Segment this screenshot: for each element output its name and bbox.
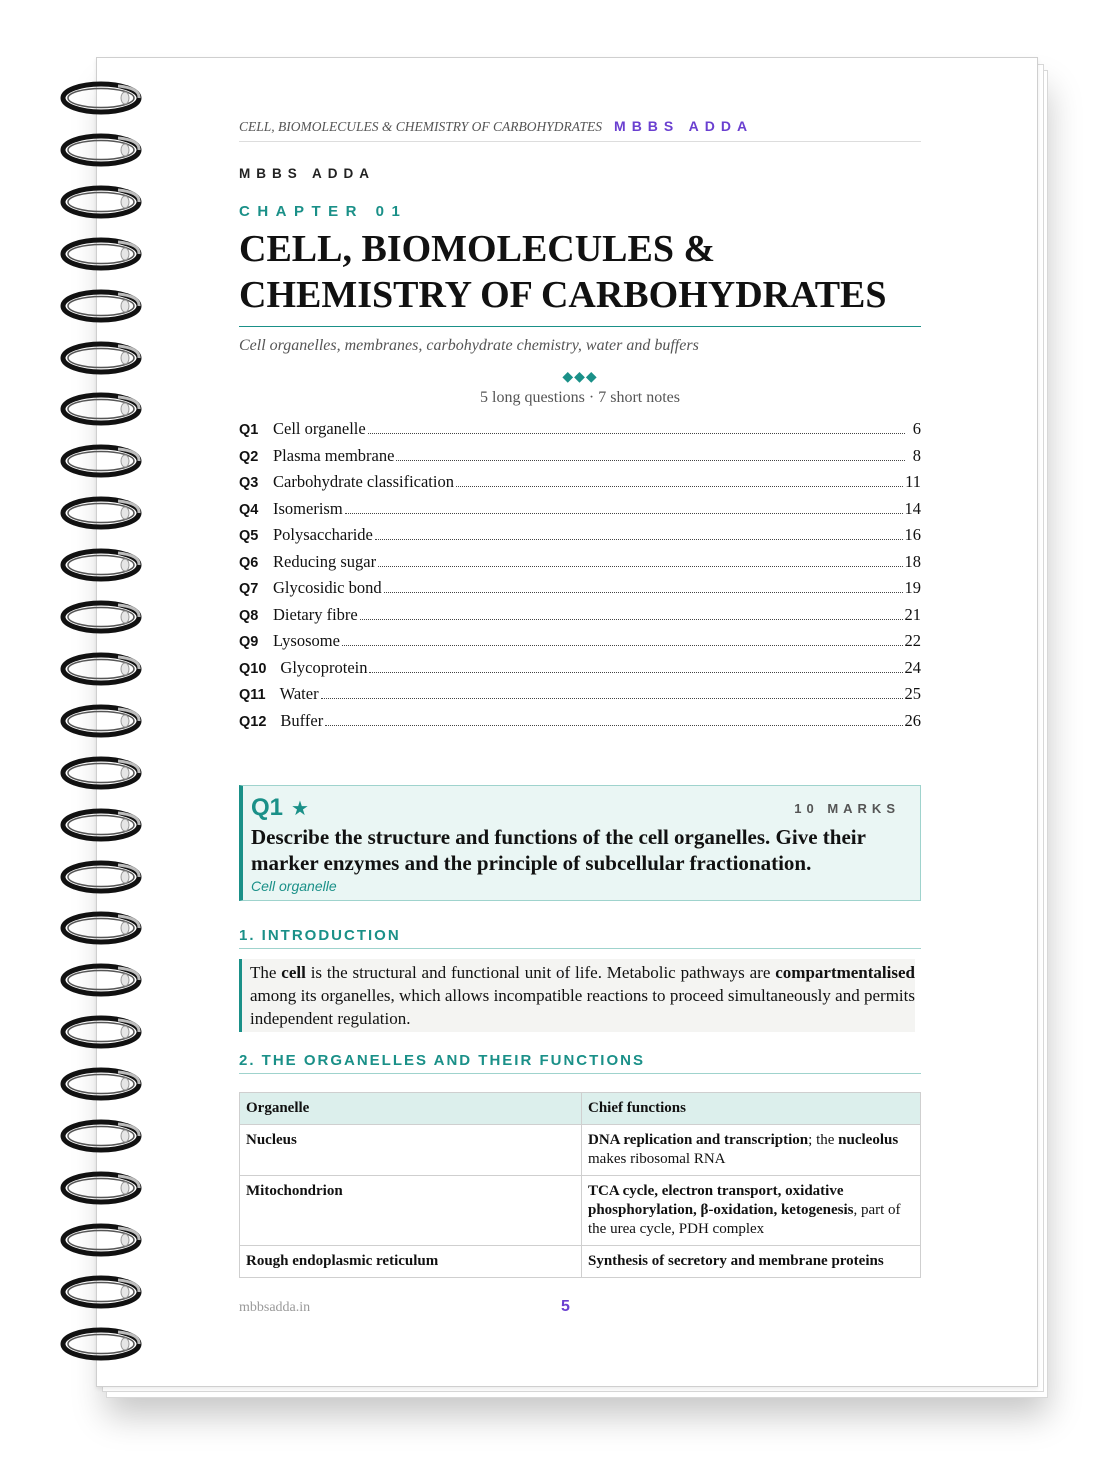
toc-number: Q6	[239, 554, 259, 571]
toc-entry[interactable]	[239, 658, 921, 685]
toc-number: Q1	[239, 422, 259, 438]
toc-title: Cell organelle	[273, 419, 366, 438]
function-text-1: ; the	[808, 1132, 839, 1148]
spiral-ring-icon	[60, 807, 144, 843]
spiral-ring-icon	[60, 1014, 144, 1050]
spiral-ring-icon	[60, 132, 144, 168]
running-header-brand: MBBS ADDA	[614, 118, 754, 134]
table-header-organelle: Organelle	[240, 1093, 582, 1125]
toc-number: Q9	[239, 634, 259, 650]
toc-leader-dots	[384, 592, 903, 593]
function-cell	[582, 1125, 921, 1176]
toc-page: 14	[904, 498, 921, 518]
toc-number: Q7	[239, 581, 259, 597]
organelle-table	[239, 1092, 921, 1278]
table-header-functions: Chief functions	[582, 1093, 921, 1125]
toc-leader-dots	[321, 698, 903, 699]
spiral-ring-icon	[60, 80, 144, 116]
toc-title: Dietary fibre	[273, 604, 358, 624]
intro-bold-cell: cell	[281, 963, 306, 982]
question-id: Q1	[251, 794, 284, 821]
function-bold-1: DNA replication and transcription	[588, 1132, 809, 1148]
question-topic: Cell organelle	[251, 878, 337, 894]
toc-number: Q8	[239, 607, 259, 624]
spiral-ring-icon	[60, 495, 144, 531]
notebook-page	[96, 57, 1038, 1387]
intro-bold-compartmentalised: compartmentalised	[775, 963, 915, 982]
spiral-ring-icon	[60, 1274, 144, 1310]
spiral-ring-icon	[60, 703, 144, 739]
spiral-ring-icon	[60, 443, 144, 479]
toc-title: Glycosidic bond	[273, 578, 382, 597]
toc-page: 6	[912, 419, 921, 438]
toc-page: 22	[904, 631, 921, 650]
question-marks: 10 MARKS	[794, 800, 900, 816]
question-header	[251, 794, 900, 822]
running-header-title: CELL, BIOMOLECULES & CHEMISTRY OF CARBOHYDRATES	[239, 119, 603, 134]
page-content	[239, 118, 921, 1278]
toc-title: Isomerism	[273, 498, 343, 518]
question-text: Describe the structure and functions of the cell organelles. Give their marker enzymes and the principle of subcellular fractionation.	[251, 825, 866, 875]
spiral-ring-icon	[60, 1222, 144, 1258]
toc-entry[interactable]	[239, 446, 921, 473]
footer-site: mbbsadda.in	[239, 1300, 311, 1315]
toc-number: Q2	[239, 448, 259, 465]
function-bold-2: nucleolus	[838, 1132, 899, 1148]
spiral-ring-icon	[60, 288, 144, 324]
spiral-ring-icon	[60, 340, 144, 376]
toc-leader-dots	[342, 645, 903, 646]
toc-entry[interactable]	[239, 552, 921, 579]
section-heading-organelles: 2. THE ORGANELLES AND THEIR FUNCTIONS	[239, 1052, 921, 1074]
chapter-subtitle: Cell organelles, membranes, carbohydrate chemistry, water and buffers	[239, 337, 699, 354]
toc-title: Carbohydrate classification	[273, 472, 454, 491]
toc-leader-dots	[325, 725, 902, 726]
toc-page: 21	[904, 604, 921, 624]
toc-title: Polysaccharide	[273, 525, 373, 544]
introduction-paragraph	[239, 959, 915, 1032]
spiral-ring-icon	[60, 910, 144, 946]
toc-page: 19	[904, 578, 921, 597]
question-counts: 5 long questions · 7 short notes	[480, 389, 680, 406]
toc-leader-dots	[456, 486, 903, 487]
function-bold-1: Synthesis of secretory and membrane proteins	[588, 1253, 884, 1269]
toc-leader-dots	[345, 513, 903, 514]
toc-page: 25	[904, 684, 921, 703]
toc-leader-dots	[375, 539, 903, 540]
spiral-ring-icon	[60, 859, 144, 895]
toc-leader-dots	[396, 460, 905, 461]
section-heading-introduction: 1. INTRODUCTION	[239, 927, 921, 949]
toc-leader-dots	[369, 672, 902, 673]
chapter-label: CHAPTER 01	[239, 203, 408, 220]
brand-label: MBBS ADDA	[239, 166, 375, 181]
toc-leader-dots	[368, 433, 905, 434]
spiral-ring-icon	[60, 184, 144, 220]
intro-text-3: among its organelles, which allows incompatible reactions to proceed simultaneously and permits independent regulation.	[250, 986, 915, 1028]
spiral-ring-icon	[60, 651, 144, 687]
toc-entry[interactable]	[239, 631, 921, 658]
toc-entry[interactable]	[239, 605, 921, 632]
toc-entry[interactable]	[239, 472, 921, 499]
toc-entry[interactable]	[239, 499, 921, 526]
toc-entry[interactable]	[239, 525, 921, 552]
toc-entry[interactable]	[239, 578, 921, 605]
toc-title: Water	[279, 684, 319, 703]
function-cell	[582, 1246, 921, 1278]
spiral-ring-icon	[60, 1118, 144, 1154]
table-row	[240, 1125, 921, 1176]
spiral-ring-icon	[60, 1326, 144, 1362]
table-of-contents	[239, 419, 921, 737]
chapter-title-line1: CELL, BIOMOLECULES &	[239, 228, 716, 270]
question-box	[239, 785, 921, 901]
toc-page: 8	[912, 445, 921, 465]
spiral-ring-icon	[60, 1170, 144, 1206]
spiral-ring-icon	[60, 236, 144, 272]
table-header-row	[240, 1093, 921, 1125]
toc-number: Q3	[239, 475, 259, 491]
table-row	[240, 1176, 921, 1246]
table-row	[240, 1246, 921, 1278]
toc-entry[interactable]	[239, 684, 921, 711]
toc-page: 18	[904, 551, 921, 571]
spiral-ring-icon	[60, 391, 144, 427]
toc-title: Glycoprotein	[280, 657, 368, 677]
star-icon: ★	[291, 798, 309, 820]
toc-page: 11	[905, 472, 921, 491]
spiral-ring-icon	[60, 962, 144, 998]
function-bold-1: TCA cycle, electron transport, oxidative phosphorylation, β-oxidation, ketogenesis	[588, 1183, 854, 1218]
organelle-table-body	[240, 1125, 921, 1278]
running-header	[239, 118, 921, 142]
toc-page: 26	[904, 710, 921, 730]
toc-title: Lysosome	[273, 631, 340, 650]
toc-entry[interactable]	[239, 419, 921, 446]
toc-leader-dots	[360, 619, 903, 620]
function-cell	[582, 1176, 921, 1246]
toc-number: Q10	[239, 660, 267, 677]
spiral-ring-icon	[60, 599, 144, 635]
spiral-ring-icon	[60, 547, 144, 583]
spiral-ring-icon	[60, 1066, 144, 1102]
organelle-cell: Nucleus	[240, 1125, 582, 1176]
toc-entry[interactable]	[239, 711, 921, 738]
diamond-ornament-icon: ◆◆◆	[562, 370, 598, 385]
function-text-1: , part of the urea cycle, PDH complex	[588, 1202, 901, 1237]
intro-text-1: The	[250, 963, 282, 982]
toc-page: 16	[904, 525, 921, 544]
toc-number: Q12	[239, 713, 267, 730]
page-number: 5	[561, 1298, 570, 1315]
toc-title: Buffer	[280, 710, 324, 730]
spiral-binding	[60, 80, 144, 1370]
toc-number: Q5	[239, 528, 259, 544]
chapter-title	[239, 226, 921, 327]
toc-page: 24	[904, 657, 921, 677]
intro-text-2: is the structural and functional unit of life. Metabolic pathways are	[305, 963, 776, 982]
chapter-title-line2: CHEMISTRY OF CARBOHYDRATES	[239, 274, 887, 316]
toc-number: Q11	[239, 687, 266, 703]
toc-leader-dots	[378, 566, 902, 567]
toc-title: Reducing sugar	[273, 551, 377, 571]
toc-title: Plasma membrane	[273, 445, 395, 465]
organelle-cell: Rough endoplasmic reticulum	[240, 1246, 582, 1278]
organelle-cell: Mitochondrion	[240, 1176, 582, 1246]
toc-number: Q4	[239, 501, 259, 518]
function-text-2: makes ribosomal RNA	[588, 1151, 726, 1167]
spiral-ring-icon	[60, 755, 144, 791]
